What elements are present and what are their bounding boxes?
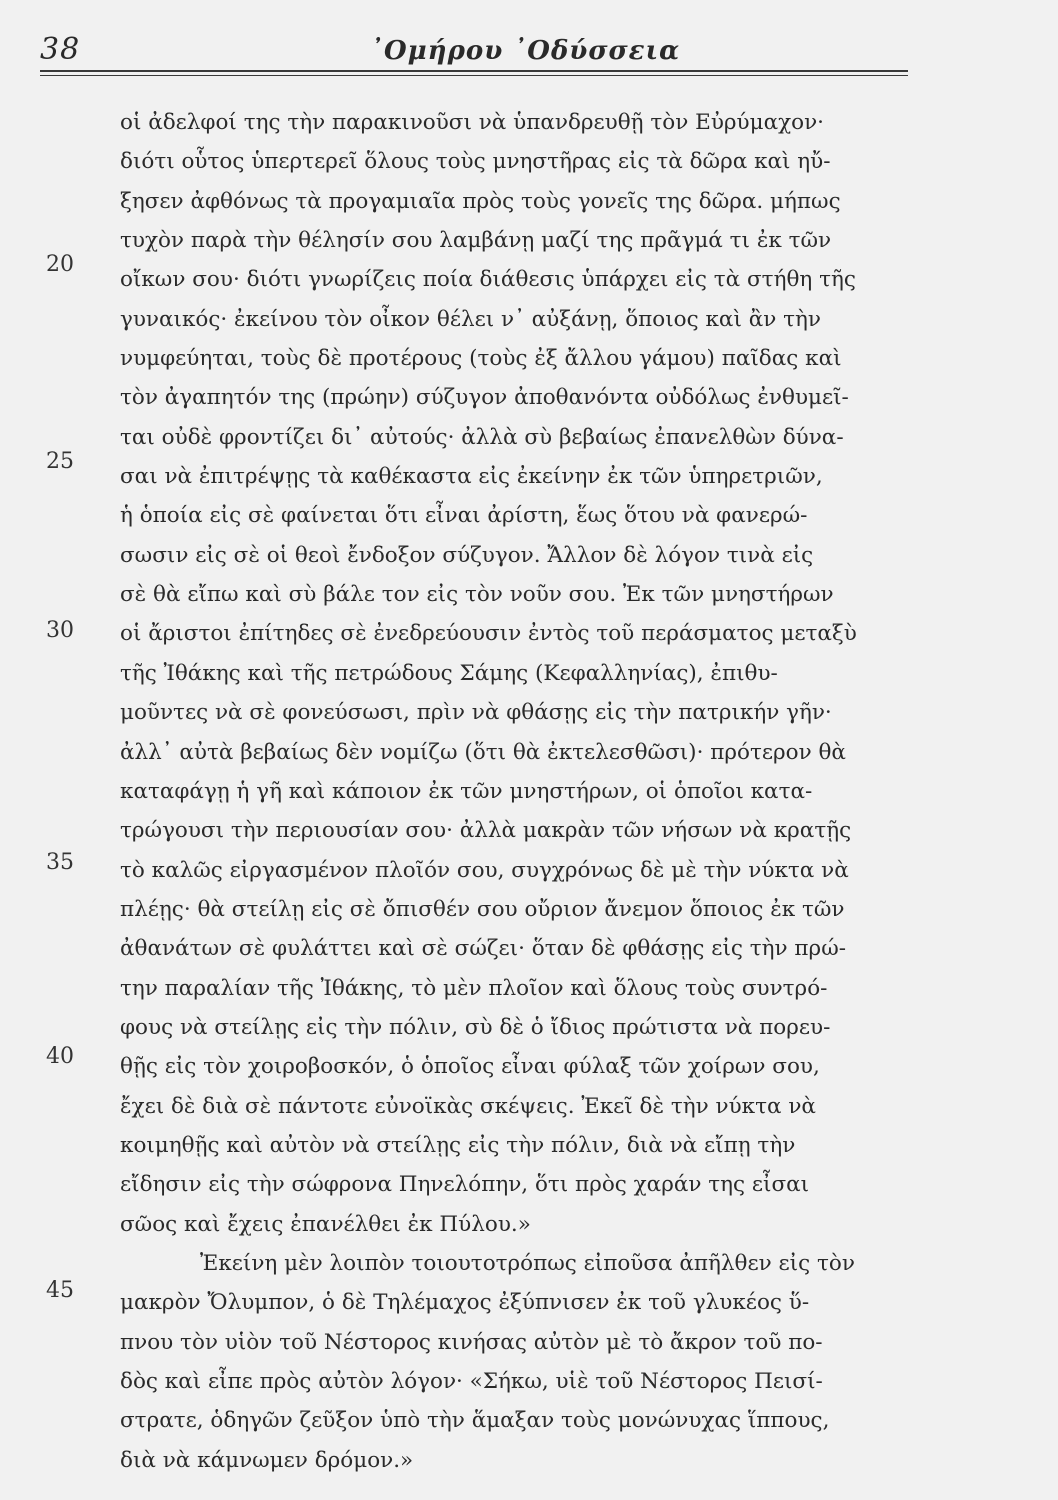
text-line: ξησεν ἀφθόνως τὰ προγαμιαῖα πρὸς τοὺς γονεῖς της δῶρα. μήπως: [120, 188, 841, 214]
page-number: 38: [40, 32, 81, 67]
line-number: 30: [46, 618, 74, 643]
text-line: στρατε, ὁδηγῶν ζεῦξον ὑπὸ τὴν ἅμαξαν τοὺς μονώνυχας ἵππους,: [120, 1408, 830, 1434]
running-title: ᾿Ομήρου ᾿Οδύσσεια: [370, 36, 681, 66]
line-number: 40: [46, 1044, 74, 1069]
text-line: ται οὐδὲ φροντίζει δι᾿ αὐτούς· ἀλλὰ σὺ βεβαίως ἐπανελθὼν δύνα-: [120, 424, 844, 450]
text-line: μακρὸν Ὄλυμπον, ὁ δὲ Τηλέμαχος ἐξύπνισεν ἐκ τοῦ γλυκέος ὕ-: [120, 1290, 810, 1316]
paragraph-start-line: Ἐκείνη μὲν λοιπὸν τοιουτοτρόπως εἰποῦσα ἀπῆλθεν εἰς τὸν: [200, 1250, 855, 1276]
text-line: ἀθανάτων σὲ φυλάττει καὶ σὲ σώζει· ὅταν δὲ φθάσῃς εἰς τὴν πρώ-: [120, 936, 846, 962]
text-line: τῆς Ἰθάκης καὶ τῆς πετρώδους Σάμης (Κεφαλληνίας), ἐπιθυ-: [120, 660, 778, 686]
text-line: δὸς καὶ εἶπε πρὸς αὐτὸν λόγον· «Σήκω, υἱὲ τοῦ Νέστορος Πεισί-: [120, 1369, 823, 1394]
text-line: οἴκων σου· διότι γνωρίζεις ποία διάθεσις ὑπάρχει εἰς τὰ στήθη τῆς: [120, 267, 856, 293]
text-line: πνου τὸν υἱὸν τοῦ Νέστορος κινήσας αὐτὸν μὲ τὸ ἄκρον τοῦ πο-: [120, 1329, 823, 1355]
text-line: σωσιν εἰς σὲ οἱ θεοὶ ἔνδοξον σύζυγον. Ἄλλον δὲ λόγον τινὰ εἰς: [120, 542, 814, 568]
header-rule: [40, 70, 908, 72]
text-line: εἴδησιν εἰς τὴν σώφρονα Πηνελόπην, ὅτι πρὸς χαράν της εἶσαι: [120, 1172, 810, 1198]
text-line: μοῦντες νὰ σὲ φονεύσωσι, πρὶν νὰ φθάσῃς εἰς τὴν πατρικήν γῆν·: [120, 700, 832, 726]
text-line: οἱ ἀδελφοί της τὴν παρακινοῦσι νὰ ὑπανδρευθῇ τὸν Εὐρύμαχον·: [120, 110, 824, 135]
text-line: διὰ νὰ κάμνωμεν δρόμον.»: [120, 1447, 414, 1473]
text-line: ἀλλ᾿ αὐτὰ βεβαίως δὲν νομίζω (ὅτι θὰ ἐκτελεσθῶσι)· πρότερον θὰ: [120, 739, 846, 765]
text-line: τρώγουσι τὴν περιουσίαν σου· ἀλλὰ μακρὰν τῶν νήσων νὰ κρατῇς: [120, 818, 852, 844]
header-rule-thin: [40, 75, 908, 76]
text-line: σὲ θὰ εἴπω καὶ σὺ βάλε τον εἰς τὸν νοῦν σου. Ἐκ τῶν μνηστήρων: [120, 582, 834, 608]
text-line: νυμφεύηται, τοὺς δὲ προτέρους (τοὺς ἐξ ἄλλου γάμου) παῖδας καὶ: [120, 346, 842, 372]
text-line: σαι νὰ ἐπιτρέψῃς τὰ καθέκαστα εἰς ἐκείνην ἐκ τῶν ὑπηρετριῶν,: [120, 464, 823, 490]
text-line: κοιμηθῇς καὶ αὐτὸν νὰ στείλῃς εἰς τὴν πόλιν, διὰ νὰ εἴπῃ τὴν: [120, 1132, 796, 1158]
body-text: [120, 103, 930, 1480]
text-line: τὸ καλῶς εἰργασμένον πλοῖόν σου, συγχρόνως δὲ μὲ τὴν νύκτα νὰ: [120, 857, 849, 883]
text-line: θῇς εἰς τὸν χοιροβοσκόν, ὁ ὁποῖος εἶναι φύλαξ τῶν χοίρων σου,: [120, 1054, 820, 1080]
text-line: τυχὸν παρὰ τὴν θέλησίν σου λαμβάνῃ μαζί της πρᾶγμά τι ἐκ τῶν: [120, 228, 832, 254]
text-line: πλέῃς· θὰ στείλῃ εἰς σὲ ὄπισθέν σου οὔριον ἄνεμον ὅποιος ἐκ τῶν: [120, 896, 845, 922]
text-line: γυναικός· ἐκείνου τὸν οἶκον θέλει ν᾿ αὐξάνῃ, ὅποιος καὶ ἂν τὴν: [120, 306, 821, 332]
text-line: οἱ ἄριστοι ἐπίτηδες σὲ ἐνεδρεύουσιν ἐντὸς τοῦ περάσματος μεταξὺ: [120, 621, 857, 647]
text-line: ἔχει δὲ διὰ σὲ πάντοτε εὐνοϊκὰς σκέψεις. Ἐκεῖ δὲ τὴν νύκτα νὰ: [120, 1093, 816, 1119]
text-line: τὸν ἀγαπητόν της (πρώην) σύζυγον ἀποθανόντα οὐδόλως ἐνθυμεῖ-: [120, 385, 849, 411]
text-line: την παραλίαν τῆς Ἰθάκης, τὸ μὲν πλοῖον καὶ ὅλους τοὺς συντρό-: [120, 975, 828, 1001]
text-line: σῶος καὶ ἔχεις ἐπανέλθει ἐκ Πύλου.»: [120, 1211, 531, 1237]
text-line: καταφάγῃ ἡ γῆ καὶ κάποιον ἐκ τῶν μνηστήρων, οἱ ὁποῖοι κατα-: [120, 778, 813, 804]
line-number: 25: [46, 449, 74, 474]
text-line: φους νὰ στείλῃς εἰς τὴν πόλιν, σὺ δὲ ὁ ἴδιος πρώτιστα νὰ πορευ-: [120, 1014, 831, 1040]
line-number: 20: [46, 252, 74, 277]
line-number: 35: [46, 850, 74, 875]
line-number: 45: [46, 1278, 74, 1303]
text-line: ἡ ὁποία εἰς σὲ φαίνεται ὅτι εἶναι ἀρίστη, ἕως ὅτου νὰ φανερώ-: [120, 503, 808, 529]
text-line: διότι οὗτος ὑπερτερεῖ ὅλους τοὺς μνηστῆρας εἰς τὰ δῶρα καὶ ηὔ-: [120, 149, 831, 175]
